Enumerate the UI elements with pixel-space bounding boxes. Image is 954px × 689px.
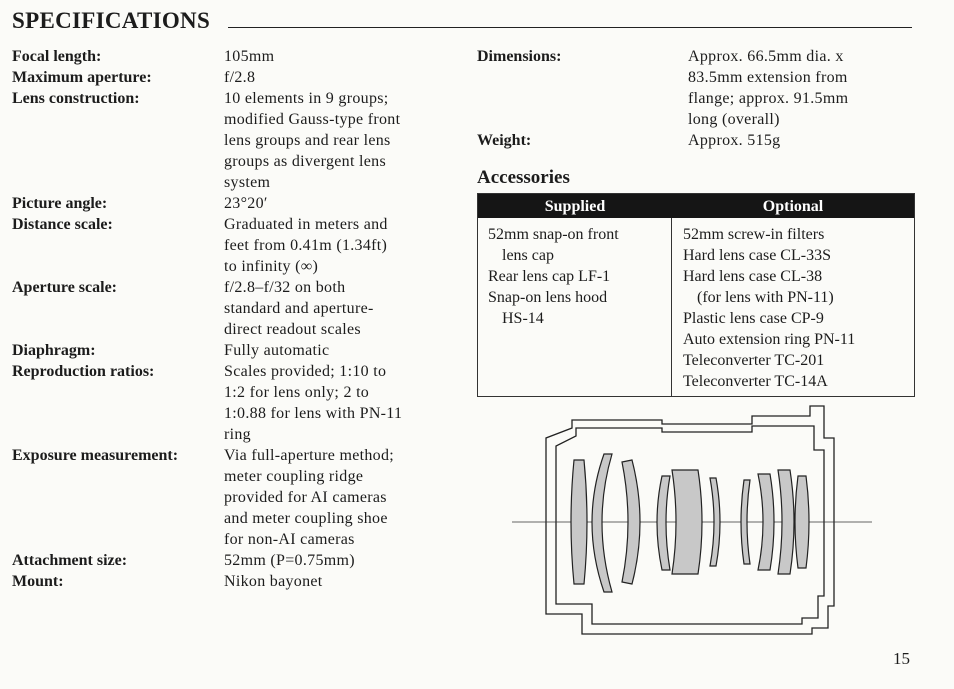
spec-value: 23°20′ (224, 195, 268, 212)
spec-label-spacer (12, 319, 224, 340)
spec-value: flange; approx. 91.5mm (688, 90, 849, 107)
supplied-accessory-item: Rear lens cap LF-1 (488, 268, 611, 285)
specifications-list-left (12, 46, 462, 592)
accessories-heading: Accessories (477, 167, 570, 188)
spec-label: Reproduction ratios: (12, 363, 155, 380)
spec-value: Via full-aperture method; (224, 447, 395, 464)
spec-row (12, 319, 462, 340)
spec-row (477, 67, 917, 88)
spec-value: Fully automatic (224, 342, 330, 359)
spec-label: Picture angle: (12, 195, 108, 212)
spec-row (12, 466, 462, 487)
spec-row (12, 508, 462, 529)
spec-label-spacer (477, 88, 688, 109)
accessories-table-body (478, 218, 914, 396)
spec-value: 52mm (P=0.75mm) (224, 552, 355, 569)
spec-row (12, 277, 462, 298)
spec-value: and meter coupling shoe (224, 510, 388, 527)
spec-row (477, 46, 917, 67)
spec-value: direct readout scales (224, 321, 361, 338)
spec-row (12, 529, 462, 550)
specifications-list-right (477, 46, 917, 151)
spec-value: 10 elements in 9 groups; (224, 90, 389, 107)
spec-value: 105mm (224, 48, 275, 65)
spec-value: system (224, 174, 271, 191)
optional-column-header: Optional (762, 197, 824, 215)
spec-label-spacer (12, 298, 224, 319)
optional-accessory-item: Hard lens case CL-33S (683, 247, 831, 264)
spec-label-spacer (12, 424, 224, 445)
spec-row (12, 193, 462, 214)
spec-label: Lens construction: (12, 90, 140, 107)
spec-value: f/2.8 (224, 69, 256, 86)
title-rule (228, 27, 912, 28)
supplied-accessory-item: Snap-on lens hood (488, 289, 608, 306)
spec-value: 83.5mm extension from (688, 69, 848, 86)
spec-label: Diaphragm: (12, 342, 96, 359)
spec-row (477, 88, 917, 109)
spec-value: 1:0.88 for lens with PN-11 (224, 405, 403, 422)
spec-row (12, 445, 462, 466)
page-number: 15 (893, 649, 910, 668)
lens-elements (571, 454, 809, 592)
spec-value: Approx. 66.5mm dia. x (688, 48, 844, 65)
spec-value: lens groups and rear lens (224, 132, 391, 149)
optional-accessory-item: Hard lens case CL-38 (683, 268, 823, 285)
spec-label-spacer (12, 130, 224, 151)
spec-row (12, 256, 462, 277)
supplied-accessory-item: HS-14 (502, 310, 544, 327)
spec-row (12, 151, 462, 172)
spec-row (12, 88, 462, 109)
spec-row (12, 424, 462, 445)
spec-row (477, 109, 917, 130)
spec-row (477, 130, 917, 151)
spec-row (12, 487, 462, 508)
spec-label: Distance scale: (12, 216, 113, 233)
spec-row (12, 109, 462, 130)
spec-value: meter coupling ridge (224, 468, 364, 485)
spec-row (12, 340, 462, 361)
spec-value: f/2.8–f/32 on both (224, 279, 346, 296)
spec-value: ring (224, 426, 251, 443)
spec-row (12, 571, 462, 592)
spec-label-spacer (477, 109, 688, 130)
spec-label-spacer (12, 172, 224, 193)
spec-row (12, 235, 462, 256)
spec-value: long (overall) (688, 111, 780, 128)
spec-row (12, 298, 462, 319)
optional-accessory-item: 52mm screw-in filters (683, 226, 825, 243)
spec-value: standard and aperture- (224, 300, 374, 317)
optional-accessory-item: Teleconverter TC-14A (683, 373, 828, 390)
spec-label-spacer (12, 403, 224, 424)
optional-accessory-item: Teleconverter TC-201 (683, 352, 825, 369)
spec-value: provided for AI cameras (224, 489, 387, 506)
spec-value: for non-AI cameras (224, 531, 355, 548)
spec-label-spacer (12, 487, 224, 508)
accessories-table (477, 193, 915, 397)
spec-label-spacer (12, 235, 224, 256)
spec-label: Maximum aperture: (12, 69, 152, 86)
spec-value: groups as divergent lens (224, 153, 386, 170)
supplied-accessory-item: lens cap (502, 247, 554, 264)
lens-cross-section-diagram (512, 398, 882, 640)
spec-value: to infinity (∞) (224, 258, 319, 275)
supplied-accessory-item: 52mm snap-on front (488, 226, 619, 243)
spec-value: feet from 0.41m (1.34ft) (224, 237, 388, 254)
spec-value: Graduated in meters and (224, 216, 388, 233)
optional-accessory-item: (for lens with PN-11) (697, 289, 834, 306)
spec-value: Scales provided; 1:10 to (224, 363, 387, 380)
spec-label-spacer (477, 67, 688, 88)
spec-value: modified Gauss-type front (224, 111, 401, 128)
spec-label: Mount: (12, 573, 64, 590)
spec-row (12, 361, 462, 382)
spec-label-spacer (12, 109, 224, 130)
spec-label-spacer (12, 529, 224, 550)
spec-row (12, 67, 462, 88)
spec-value: Nikon bayonet (224, 573, 323, 590)
spec-label: Weight: (477, 132, 532, 149)
spec-label: Focal length: (12, 48, 102, 65)
optional-accessory-item: Auto extension ring PN-11 (683, 331, 856, 348)
spec-label-spacer (12, 382, 224, 403)
spec-row (12, 130, 462, 151)
spec-row (12, 172, 462, 193)
spec-value: Approx. 515g (688, 132, 781, 149)
spec-row (12, 382, 462, 403)
supplied-column (478, 218, 672, 396)
spec-label-spacer (12, 256, 224, 277)
spec-label: Attachment size: (12, 552, 128, 569)
accessories-table-header (478, 194, 914, 218)
optional-column (672, 218, 914, 396)
spec-row (12, 46, 462, 67)
spec-row (12, 214, 462, 235)
spec-label: Exposure measurement: (12, 447, 179, 464)
spec-value: 1:2 for lens only; 2 to (224, 384, 370, 401)
spec-label: Dimensions: (477, 48, 562, 65)
spec-row (12, 550, 462, 571)
supplied-column-header: Supplied (544, 197, 606, 215)
spec-label-spacer (12, 151, 224, 172)
optional-accessory-item: Plastic lens case CP-9 (683, 310, 824, 327)
page-title: SPECIFICATIONS (12, 8, 211, 33)
spec-label: Aperture scale: (12, 279, 117, 296)
spec-label-spacer (12, 508, 224, 529)
spec-row (12, 403, 462, 424)
spec-label-spacer (12, 466, 224, 487)
